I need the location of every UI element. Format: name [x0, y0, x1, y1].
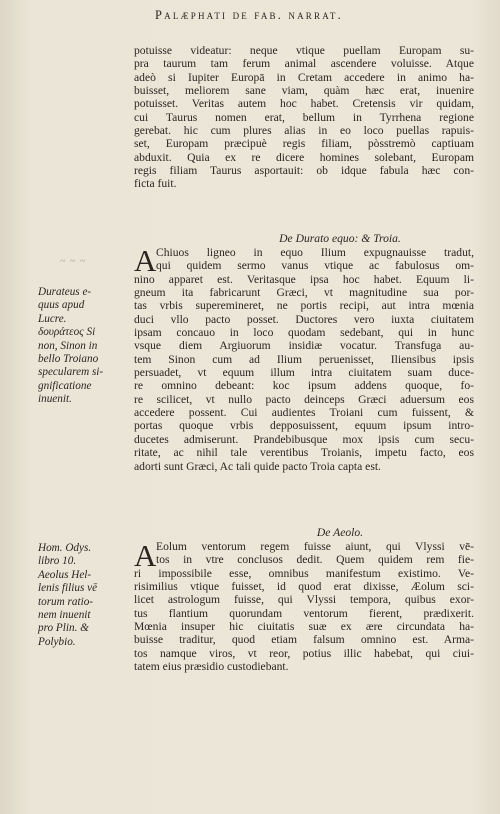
drop-cap-a-aeolo: A	[134, 538, 157, 573]
margin-note-aeolus	[38, 542, 134, 649]
text-line: pra taurum tam ferum animal ascendere voluisse. Atque	[134, 57, 474, 71]
text-line: set, Europam præcipuè regis filiam, pòsstremò captiuam	[134, 137, 474, 151]
text-line: Chiuos ligneo in equo Ilium expugnauisse tradut,	[156, 246, 474, 259]
text-line: buisse traditur, quod etiam falsum omnino est. Arma-	[134, 633, 474, 647]
text-line: qui quidem sermo vanus vtique ac fabulosus om-	[156, 259, 474, 273]
note-line: δουράτεος Si	[38, 326, 96, 339]
text-line: tos in vtre conclusos dedit. Quem quidem rem fie-	[156, 553, 474, 567]
top-paragraph	[134, 44, 474, 191]
note-line: Lucre.	[38, 312, 67, 325]
text-line: Eolum ventorum regem fuisse aiunt, qui Vlyssi vē-	[156, 540, 474, 553]
note-line: Polybio.	[38, 635, 76, 648]
note-line: specularem si-	[38, 366, 104, 379]
section-title-aeolo: De Aeolo.	[316, 526, 364, 539]
note-line: non, Sinon in	[38, 339, 98, 352]
text-line: vsque diem Argiuorum insidiæ vocatur. Transfuga au-	[134, 339, 474, 353]
text-line: potuisse videatur: neque vtique puellam Europam su-	[134, 44, 474, 57]
text-line: gerebat. hic cum plures alias in eo loco puellas rapuis-	[134, 124, 474, 138]
margin-note-durateus	[38, 286, 134, 407]
text-line: licet astrologum fuisse, qui Vlyssi tempora, quibus exor-	[134, 593, 474, 607]
text-line: persuadet, vt equum illum intra ciuitatem suam duce-	[134, 366, 474, 380]
text-line: risimilius vtique fuisset, id quod erat dixisse, Æolum sci-	[134, 580, 474, 594]
running-head: Palæphati de fab. narrat.	[155, 8, 343, 22]
text-line: adorti sunt Græci, Ac tali quide pacto Troia capta est.	[134, 459, 381, 473]
text-line: Mœnia insuper hic ciuitatis suæ ex ære circundata ha-	[134, 620, 474, 634]
note-line: nem inuenit	[38, 609, 91, 622]
text-line: tos namque viros, vt reor, potius illic habebat, qui ciui-	[134, 646, 474, 660]
text-line: ficta fuit.	[134, 177, 177, 191]
text-line: buisset, meliorem sane viam, quàm hæc erat, inuenire	[134, 84, 474, 98]
note-line: inuenit.	[38, 393, 72, 406]
note-line: quus apud	[38, 299, 85, 312]
section-title-durato: De Durato equo: & Troia.	[279, 232, 401, 245]
bleed-through-mark: ~ ~ ~	[60, 256, 87, 267]
note-line: torum ratio-	[38, 595, 94, 608]
text-line: duci vllo pacto posset. Ductores vero iuxta ciuitatem	[134, 312, 474, 326]
note-line: gnificatione	[38, 379, 92, 392]
text-line: potuisset. Veritas autem hoc habet. Cretensis vir quidam,	[134, 97, 474, 111]
note-line: Aeolus Hel-	[38, 568, 92, 581]
text-line: gneum ita fabricarunt Græci, vt magnitudine sua por-	[134, 286, 474, 300]
note-line: Durateus e-	[38, 286, 92, 298]
text-line: tas vrbis superemineret, ne portis recipi, aut intra mœnia	[134, 299, 474, 313]
text-line: portas quoque vrbis depposuissent, equum ipsum intro-	[134, 419, 474, 433]
text-line: cui Taurus nomen erat, bellum in Tyrrhena regione	[134, 110, 474, 124]
text-line: accedere possent. Cui audientes Troiani cum fuissent, &	[134, 406, 474, 420]
text-line: tus flantium quorundam ventorum fierent, prædixerit.	[134, 606, 474, 620]
text-line: re omnino debeant: koc ipsum addens quoque, fo-	[134, 379, 474, 393]
text-line: ritate, ac nihil tale verentibus Troianis, impetu facto, eos	[134, 446, 474, 460]
text-line: tatem eius præsidio custodiebant.	[134, 660, 289, 674]
text-line: ducetes admiserunt. Prandebibusque mox ipsis cum secu-	[134, 432, 474, 446]
section-aeolo-body	[134, 540, 474, 673]
note-line: Hom. Odys.	[38, 542, 92, 554]
note-line: lenis filius vē	[38, 582, 98, 595]
text-line: adeò si Iupiter Europā in Cretam accedere in animo ha-	[134, 70, 474, 84]
section-durato-body	[134, 243, 474, 473]
text-line: ri impossibile esse, omnibus manifestum existimo. Ve-	[134, 566, 474, 580]
note-line: libro 10.	[38, 555, 77, 568]
note-line: bello Troiano	[38, 353, 99, 366]
text-line: re scilicet, vt nullo pacto deinceps Græci aduersum eos	[134, 392, 474, 406]
note-line: pro Plin. &	[38, 622, 89, 635]
text-line: nino apparet est. Veritasque ipsa hoc habet. Equum li-	[134, 272, 474, 286]
drop-cap-a: A	[134, 243, 157, 278]
text-line: tem Sinon cum ad Ilium peruenisset, Iliensibus ipsis	[134, 352, 474, 366]
text-line: abduxit. Quia ex re dicere homines solebant, Europam	[134, 150, 474, 164]
text-line: ipsam concauo in loco quodam sedebant, qui in hunc	[134, 326, 474, 340]
text-line: regis filiam Taurus asportauit: ob idque fabula hæc con-	[134, 164, 474, 178]
